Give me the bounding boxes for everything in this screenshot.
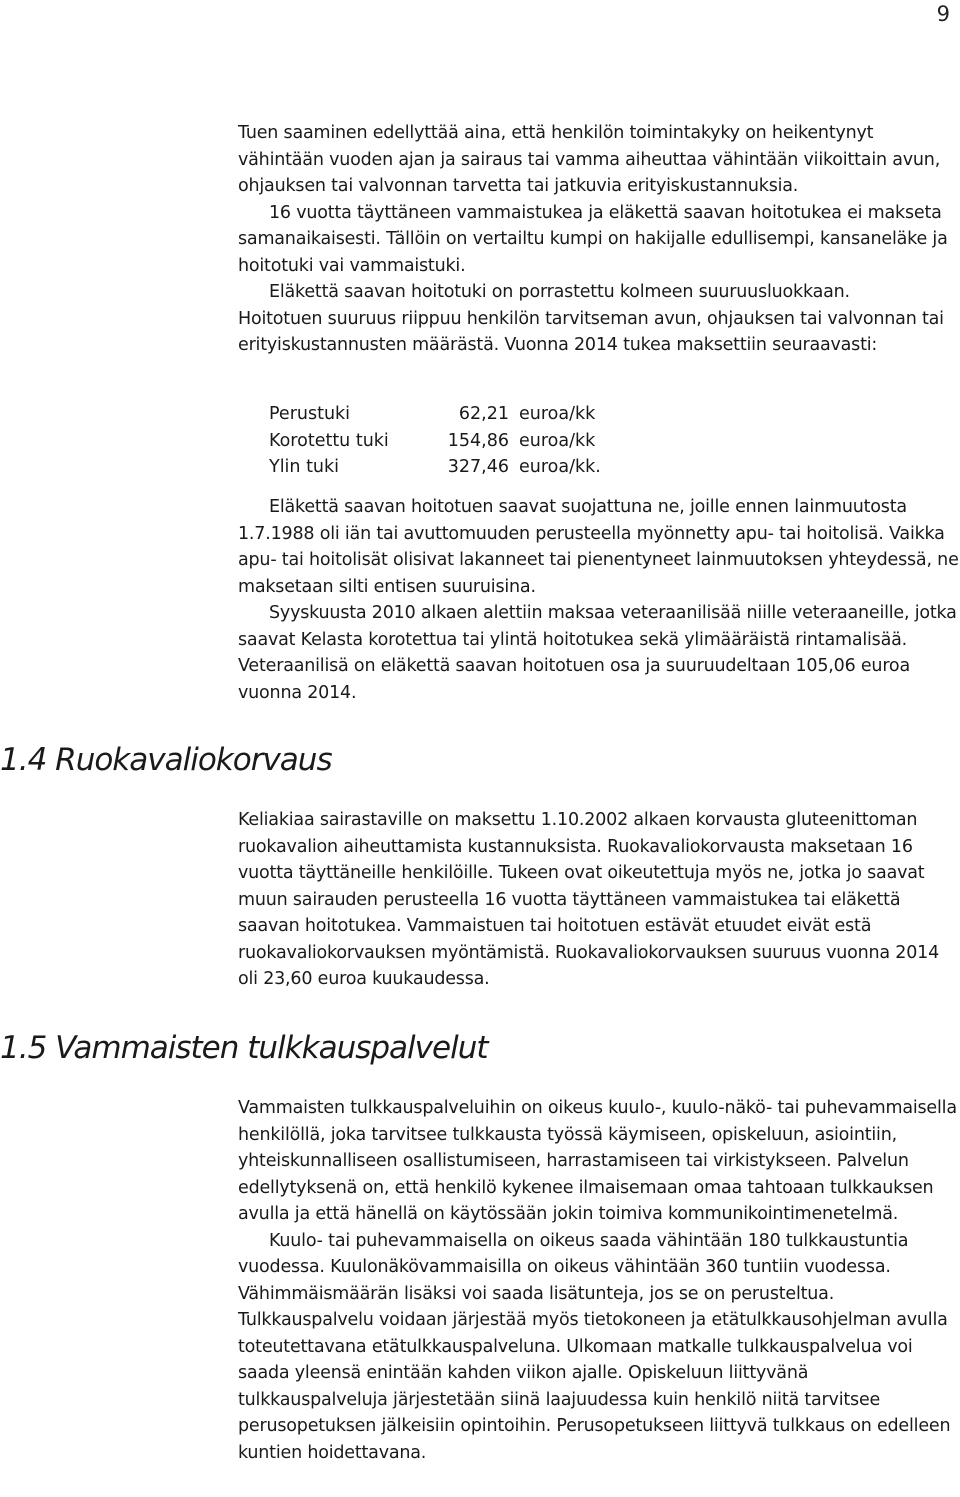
rate-name: Ylin tuki: [269, 457, 340, 477]
intro-paragraph-3: Eläkettä saavan hoitotuki on porrastettu kolmeen suuruusluokkaan.: [269, 282, 850, 302]
rate-unit: euroa/kk.: [519, 457, 601, 477]
section-1-5-paragraph-2: Kuulo- tai puhevammaisella on oikeus saada vähintään 180 tulkkaustuntia vuodessa. Kuulonäkövammaisilla on oikeus vähintään 360 tuntiin vuodessa. Vähimmäismäärän lisäksi voi saada lisätunteja, jos se on perusteltua. Tulkkauspalvelu voidaan järjestää myös tietokoneen ja etätulkkausohjelman avulla toteutettavana etätulkkauspalveluna. Ulkomaan matkalle tulkkauspalvelua voi saada yleensä enintään kahden viikon ajalle. Opiskeluun liittyvänä tulkkauspalveluja järjestetään siinä laajuudessa kuin henkilö niitä tarvitsee perusopetuksen jälkeisiin opintoihin. Perusopetukseen liittyvä tulkkaus on edelleen kuntien hoidettavana.: [238, 1230, 951, 1463]
section-1-4-body: [238, 807, 960, 993]
rate-amount: 62,21: [458, 404, 509, 424]
intro-section: [238, 120, 960, 359]
rate-unit: euroa/kk: [519, 430, 596, 451]
table-row: [269, 454, 601, 481]
rate-amount: 154,86: [447, 430, 509, 451]
section-heading-1-4: 1.4 Ruokavaliokorvaus: [0, 742, 332, 778]
intro-paragraph-1: Tuen saaminen edellyttää aina, että henkilön toimintakyky on heikentynyt vähintään vuoden ajan ja sairaus tai vamma aiheuttaa vähintään viikoittain avun, ohjauksen tai valvonnan tarvetta tai jatkuvia erityiskustannuksia.: [238, 123, 941, 196]
after-rates-paragraph-2: Syyskuusta 2010 alkaen alettiin maksaa veteraanilisää niille veteraaneille, jotka saavat Kelasta korotettua tai ylintä hoitotukea sekä ylimääräistä rintamalisää. Veteraanilisä on eläkettä saavan hoitotuen osa ja suuruudeltaan 105,06 euroa vuonna 2014.: [238, 603, 957, 703]
rate-name: Perustuki: [269, 404, 351, 424]
section-1-4-paragraph: Keliakiaa sairastaville on maksettu 1.10.2002 alkaen korvausta gluteenittoman ruokavalion aiheuttamista kustannuksista. Ruokavaliokorvausta maksetaan 16 vuotta täyttäneille henkilöille. Tukeen ovat oikeutettuja myös ne, jotka jo saavat muun sairauden perusteella 16 vuotta täyttäneen vammaistukea tai eläkettä saavan hoitotukea. Vammaistuen tai hoitotuen estävät etuudet eivät estä ruokavaliokorvauksen myöntämistä. Ruokavaliokorvauksen suuruus vuonna 2014 oli 23,60 euroa kuukaudessa.: [238, 810, 940, 989]
table-row: [269, 428, 601, 455]
rates-block: [238, 401, 960, 481]
intro-paragraph-4: Hoitotuen suuruus riippuu henkilön tarvitseman avun, ohjauksen tai valvonnan tai erityiskustannusten määrästä. Vuonna 2014 tukea maksettiin seuraavasti:: [238, 308, 944, 355]
intro-paragraph-2: 16 vuotta täyttäneen vammaistukea ja eläkettä saavan hoitotukea ei makseta samanaikaisesti. Tällöin on vertailtu kumpi on hakijalle edullisempi, kansaneläke ja hoitotuki vai vammaistuki.: [238, 202, 948, 276]
after-rates-paragraph-1: Eläkettä saavan hoitotuen saavat suojattuna ne, joille ennen lainmuutosta 1.7.1988 oli iän tai avuttomuuden perusteella myönnetty apu- tai hoitolisä. Vaikka apu- tai hoitolisät olisivat lakanneet tai pienentyneet lainmuutoksen yhteydessä, ne maksetaan silti entisen suuruisina.: [238, 497, 959, 597]
rate-name: Korotettu tuki: [269, 430, 389, 451]
rates-table: [269, 401, 601, 481]
after-rates-section: [238, 494, 960, 706]
section-heading-1-5: 1.5 Vammaisten tulkkauspalvelut: [0, 1030, 488, 1066]
rate-amount: 327,46: [447, 457, 509, 477]
section-1-5-paragraph-1: Vammaisten tulkkauspalveluihin on oikeus kuulo-, kuulo-näkö- tai puhevammaisella henkilöllä, joka tarvitsee tulkkausta työssä käymiseen, opiskeluun, asiointiin, yhteiskunnalliseen osallistumiseen, harrastamiseen tai virkistykseen. Palvelun edellytyksenä on, että henkilö kykenee ilmaisemaan omaa tahtoaan tulkkauksen avulla ja että hänellä on käytössään jokin toimiva kommunikointimenetelmä.: [238, 1098, 957, 1224]
page-number: 9: [936, 2, 950, 26]
table-row: [269, 401, 601, 428]
section-1-5-body: [238, 1095, 960, 1466]
rate-unit: euroa/kk: [519, 404, 596, 424]
